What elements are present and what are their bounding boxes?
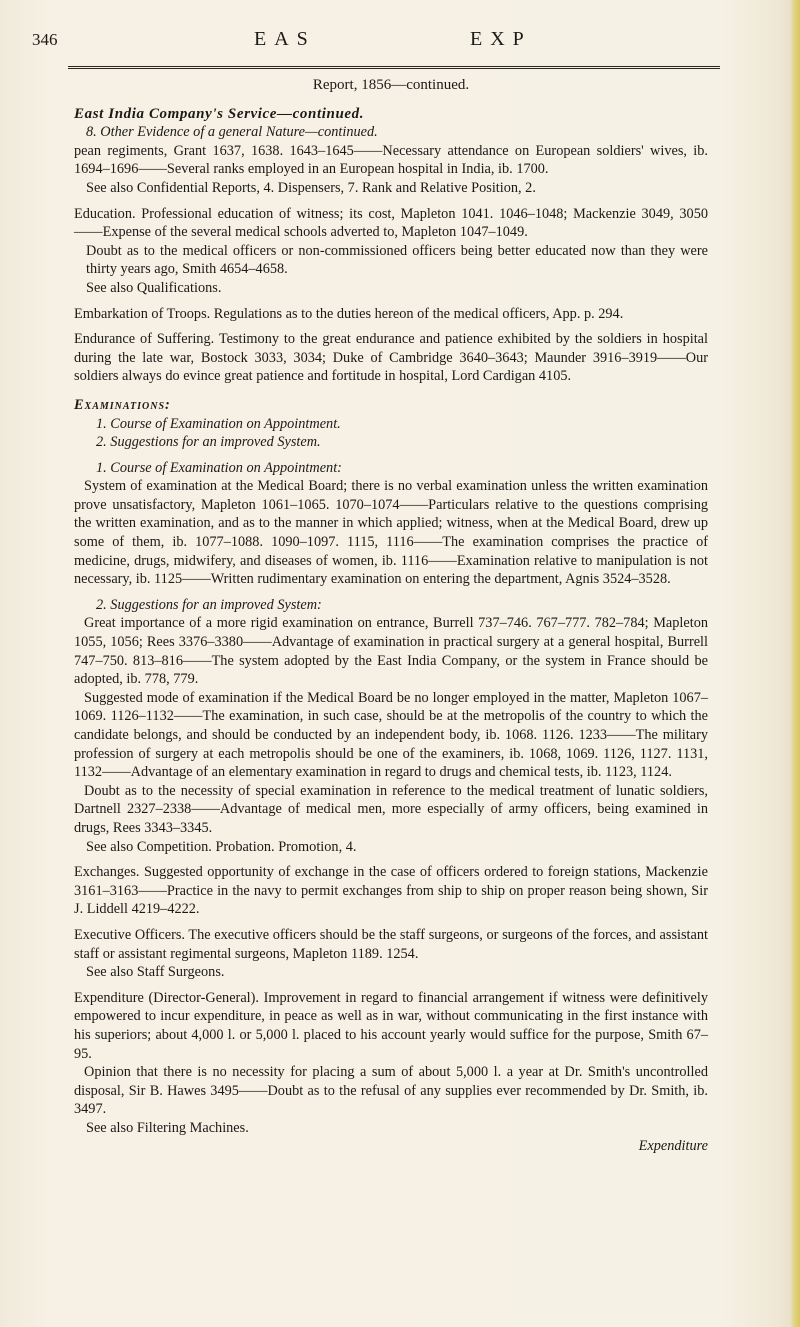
entry-expenditure: Expenditure (Director-General). Improvement in regard to financial arrangement if witness were definitively empowered to incur expenditure, in peace as well as in war, without communicating in the first instance with his superiors; about 4,000 l. or 5,000 l. placed to his account yearly would suffice for the purpose, Smith 67–95.: [74, 989, 708, 1062]
entry-paragraph: Suggested mode of examination if the Medical Board be no longer employed in the matter, Mapleton 1067–1069. 1126–1132——The examination, in such case, should be at the metropolis of the country to which the candidate belongs, and should be conducted by an independent body, ib. 1068. 1126. 1233——The military profession of surgery at each metropolis should be one of the examiners, ib. 1068, 1069. 1126, 1127. 1131, 1132——Advantage of an elementary examination in regard to drugs and chemical tests, ib. 1123, 1124.: [74, 689, 708, 781]
entry-paragraph: pean regiments, Grant 1637, 1638. 1643–1645——Necessary attendance on European soldiers' wives, ib. 1694–1696——Several ranks employed in an European hospital in India, ib. 1700.: [74, 142, 708, 178]
report-line: Report, 1856—continued.: [312, 77, 470, 93]
subheading-other-evidence: 8. Other Evidence of a general Nature—continued.: [86, 124, 378, 141]
entry-embarkation: Embarkation of Troops. Regulations as to the duties hereon of the medical officers, App. p. 294.: [74, 305, 624, 322]
see-also: See also Confidential Reports, 4. Dispensers, 7. Rank and Relative Position, 2.: [86, 179, 536, 196]
examinations-toc-2: 2. Suggestions for an improved System.: [96, 434, 321, 451]
page-edge-shadow: [790, 0, 800, 1327]
running-head: [32, 30, 768, 60]
see-also: See also Filtering Machines.: [86, 1119, 249, 1136]
entry-title-examinations: Examinations:: [74, 396, 171, 413]
catchword: Expenditure: [638, 1138, 708, 1155]
see-also: See also Qualifications.: [86, 279, 222, 296]
header-rule: [68, 66, 720, 69]
entry-paragraph: Doubt as to the medical officers or non-commissioned officers being better educated now than they were thirty years ago, Smith 4654–4658.: [86, 242, 708, 278]
entry-education: Education. Professional education of witness; its cost, Mapleton 1041. 1046–1048; Mackenzie 3049, 3050——Expense of the several medical schools adverted to, Mapleton 1047–1049.: [74, 205, 708, 241]
entry-paragraph: Great importance of a more rigid examination on entrance, Burrell 737–746. 767–777. 782–784; Mapleton 1055, 1056; Rees 3376–3380——Advantage of examination in practical surgery at a general hospital, Burrell 747–750. 813–816——The system adopted by the East India Company, or the system in France should be adopted, ib. 778, 779.: [74, 615, 708, 688]
see-also: See also Staff Surgeons.: [86, 964, 225, 981]
entry-endurance: Endurance of Suffering. Testimony to the great endurance and patience exhibited by the soldiers in hospital during the late war, Bostock 3033, 3034; Duke of Cambridge 3640–3643; Maunder 3916–3919——Our soldiers always do evince great patience and fortitude in hospital, Lord Cardigan 4105.: [74, 331, 708, 385]
see-also: See also Competition. Probation. Promotion, 4.: [86, 838, 357, 855]
index-text: [74, 76, 708, 1156]
running-head-right-word: EXP: [470, 28, 532, 50]
entry-title-east-india: East India Company's Service—continued.: [74, 105, 365, 122]
entry-exchanges: Exchanges. Suggested opportunity of exchange in the case of officers ordered to foreign stations, Mackenzie 3161–3163——Practice in the navy to permit exchanges from ship to ship on proper reason being shown, Sir J. Liddell 4219–4222.: [74, 864, 708, 918]
examinations-toc-1: 1. Course of Examination on Appointment.: [96, 415, 341, 432]
entry-paragraph: Opinion that there is no necessity for placing a sum of about 5,000 l. a year at Dr. Smith's uncontrolled disposal, Sir B. Hawes 3495——Doubt as to the refusal of any supplies ever recommended by Dr. Smith, ib. 3497.: [74, 1064, 708, 1118]
entry-executive-officers: Executive Officers. The executive officers should be the staff surgeons, or surgeons of the forces, and assistant staff or assistant regimental surgeons, Mapleton 1189. 1254.: [74, 926, 708, 962]
entry-paragraph: System of examination at the Medical Board; there is no verbal examination unless the written examination prove unsatisfactory, Mapleton 1061–1065. 1070–1074——Particulars relative to the questions comprising the written examination, and as to the manner in which applied; witness, when at the Medical Board, drew up some of them, ib. 1077–1088. 1090–1097. 1115, 1116——The examination comprises the practice of medicine, drugs, midwifery, and diseases of women, ib. 1116——Examination relative to manipulation is not necessary, ib. 1125——Written rudimentary examination on entering the department, Agnis 3524–3528.: [74, 478, 708, 588]
page-number: 346: [32, 30, 58, 49]
running-head-left-word: EAS: [254, 28, 316, 50]
entry-paragraph: Doubt as to the necessity of special examination in reference to the medical treatment of lunatic soldiers, Dartnell 2327–2338——Advantage of medical men, more especially of army officers, being examined in drugs, Rees 3343–3345.: [74, 782, 708, 836]
examinations-heading-2: 2. Suggestions for an improved System:: [96, 596, 322, 613]
examinations-heading-1: 1. Course of Examination on Appointment:: [96, 459, 342, 476]
